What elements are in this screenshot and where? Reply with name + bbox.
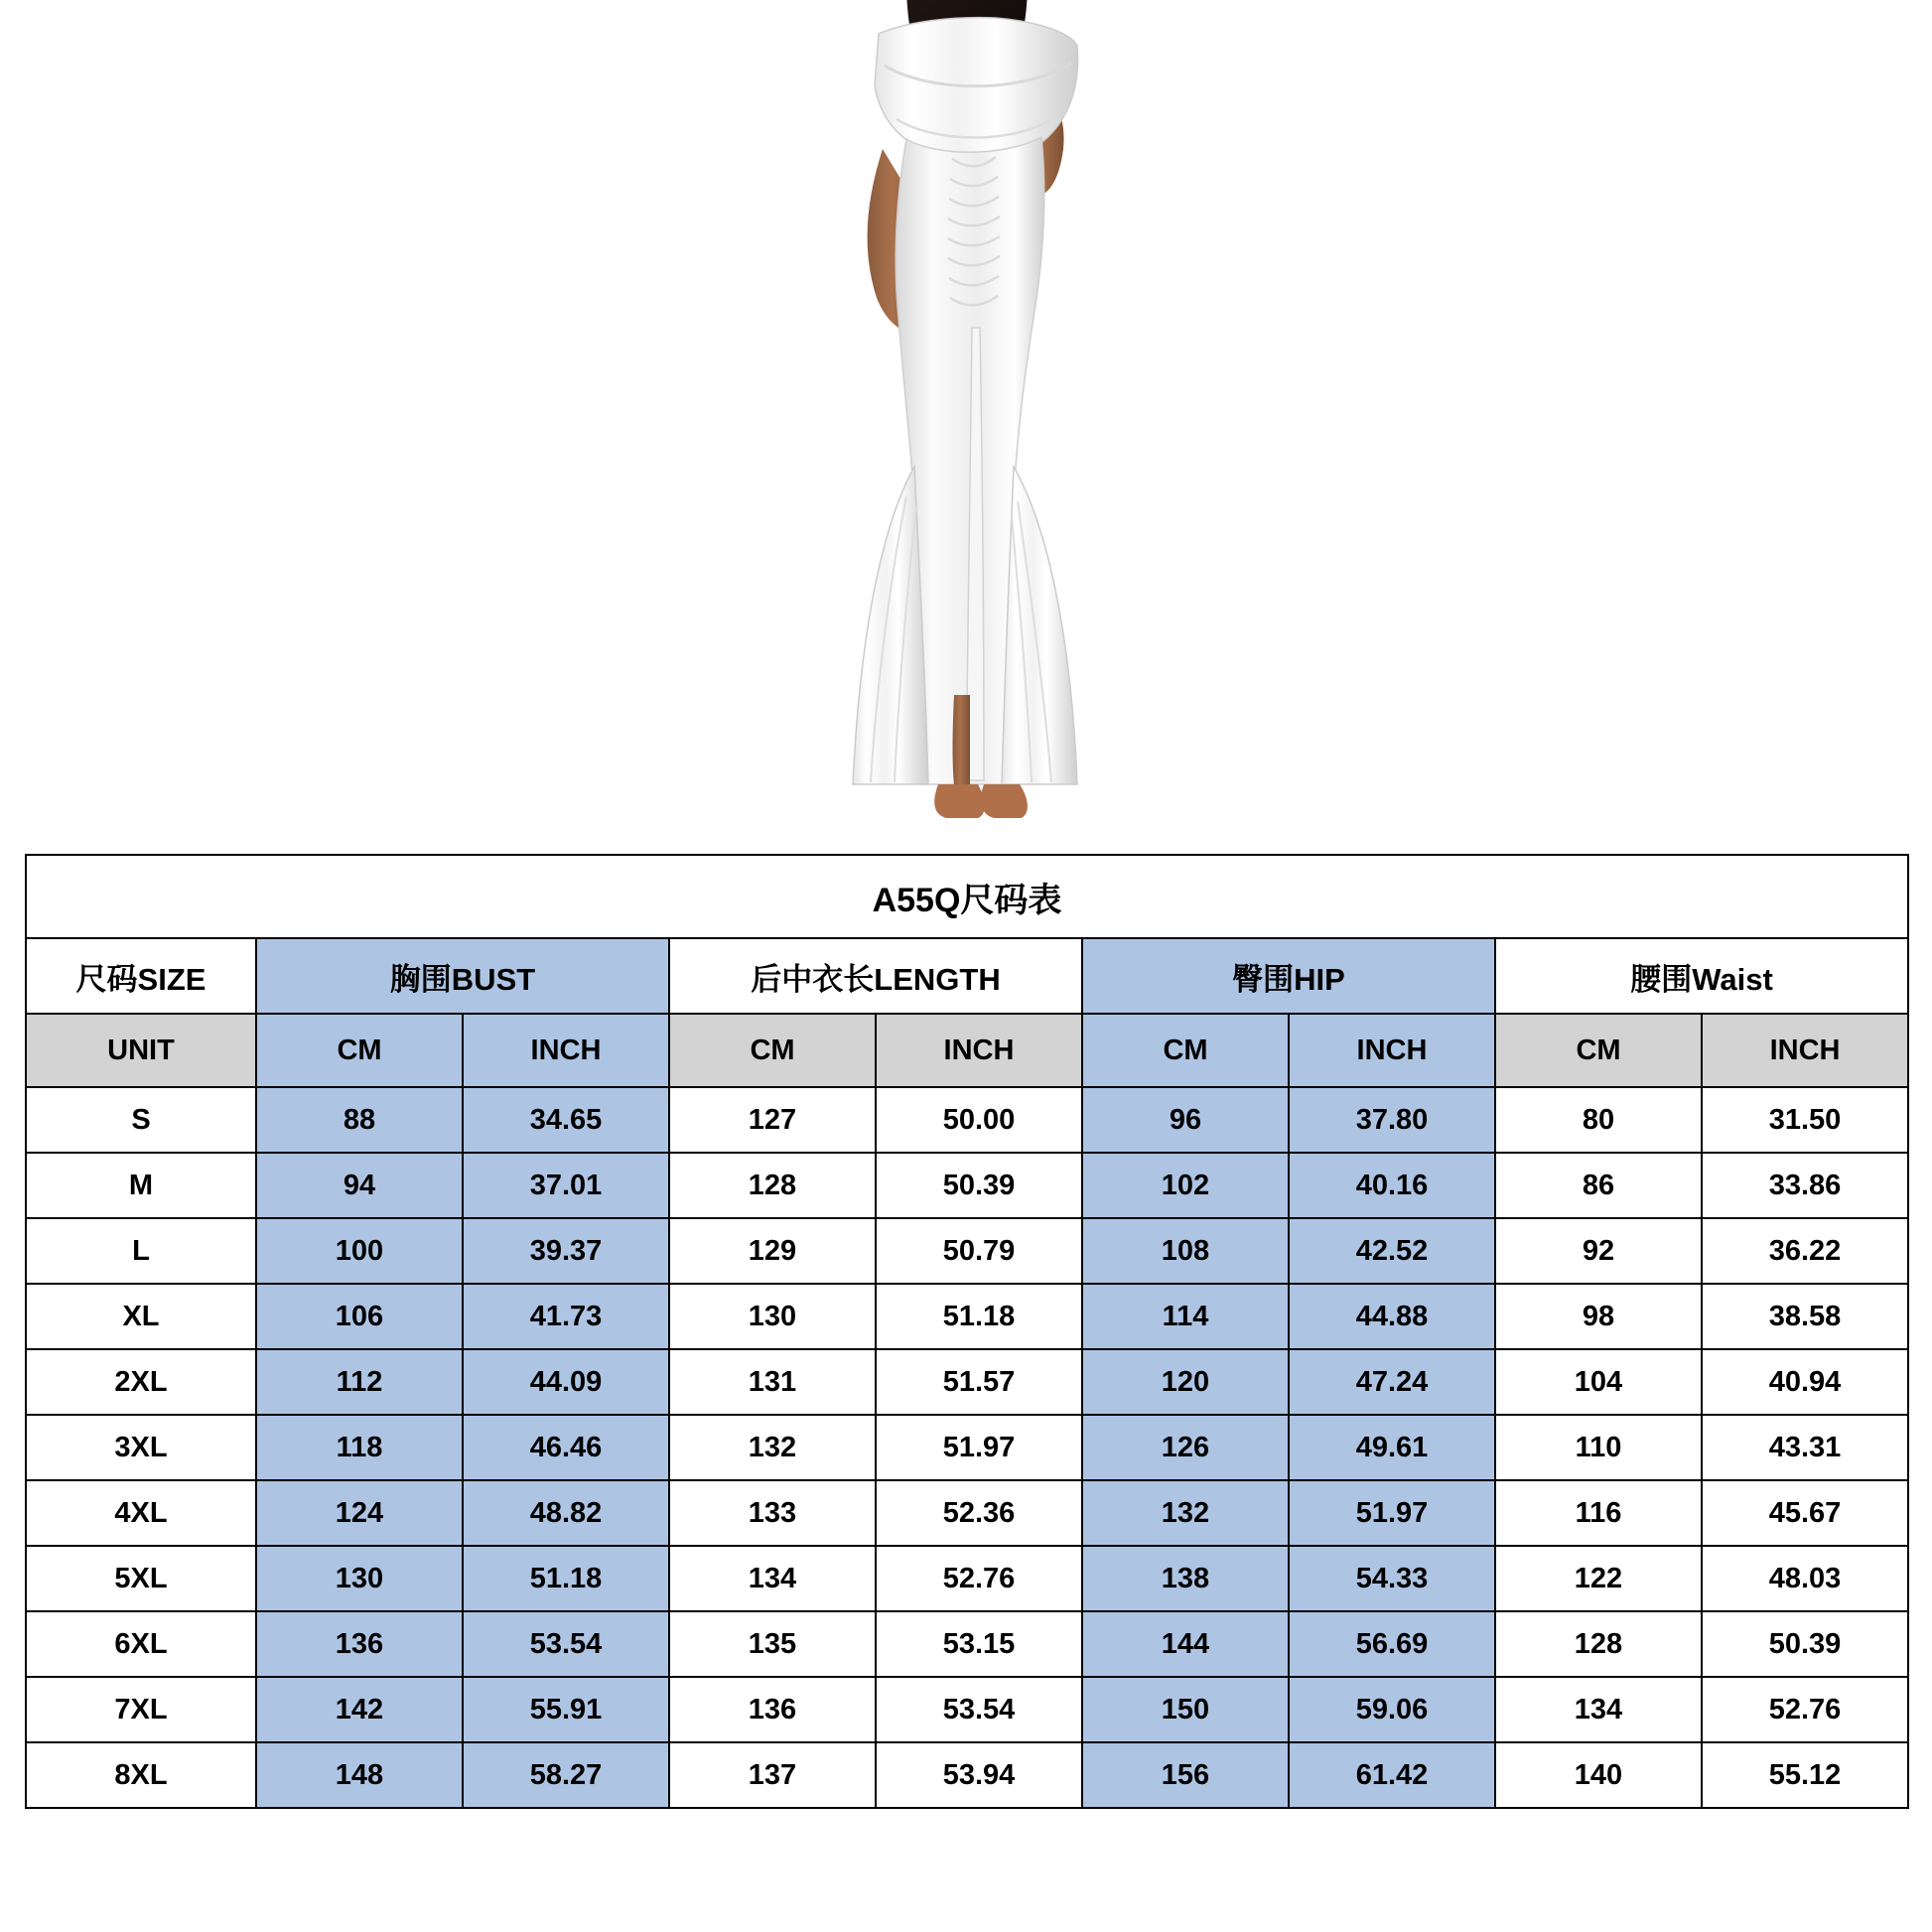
cell-size: 3XL	[26, 1415, 256, 1480]
table-unit-row	[26, 1014, 1908, 1087]
cell-length-cm: 130	[669, 1284, 876, 1349]
cell-size: 7XL	[26, 1677, 256, 1742]
unit-bust-inch: INCH	[463, 1014, 669, 1087]
unit-hip-cm: CM	[1082, 1014, 1289, 1087]
cell-hip-inch: 59.06	[1289, 1677, 1495, 1742]
cell-waist-inch: 43.31	[1702, 1415, 1908, 1480]
cell-length-inch: 51.97	[876, 1415, 1082, 1480]
cell-length-cm: 135	[669, 1611, 876, 1677]
cell-hip-inch: 47.24	[1289, 1349, 1495, 1415]
cell-bust-inch: 46.46	[463, 1415, 669, 1480]
table-row	[26, 1546, 1908, 1611]
cell-waist-inch: 40.94	[1702, 1349, 1908, 1415]
cell-size: 8XL	[26, 1742, 256, 1808]
cell-hip-inch: 49.61	[1289, 1415, 1495, 1480]
cell-bust-inch: 55.91	[463, 1677, 669, 1742]
table-row	[26, 1087, 1908, 1153]
table-row	[26, 1480, 1908, 1546]
cell-bust-cm: 88	[256, 1087, 463, 1153]
unit-hip-inch: INCH	[1289, 1014, 1495, 1087]
cell-size: L	[26, 1218, 256, 1284]
cell-hip-cm: 114	[1082, 1284, 1289, 1349]
cell-hip-cm: 138	[1082, 1546, 1289, 1611]
cell-bust-inch: 44.09	[463, 1349, 669, 1415]
cell-bust-inch: 48.82	[463, 1480, 669, 1546]
cell-size: XL	[26, 1284, 256, 1349]
cell-waist-inch: 48.03	[1702, 1546, 1908, 1611]
cell-hip-cm: 120	[1082, 1349, 1289, 1415]
cell-size: 5XL	[26, 1546, 256, 1611]
cell-bust-cm: 100	[256, 1218, 463, 1284]
cell-waist-inch: 50.39	[1702, 1611, 1908, 1677]
cell-length-inch: 51.18	[876, 1284, 1082, 1349]
cell-hip-cm: 108	[1082, 1218, 1289, 1284]
cell-waist-cm: 86	[1495, 1153, 1702, 1218]
cell-length-inch: 50.79	[876, 1218, 1082, 1284]
cell-length-inch: 50.00	[876, 1087, 1082, 1153]
cell-waist-cm: 128	[1495, 1611, 1702, 1677]
cell-waist-cm: 104	[1495, 1349, 1702, 1415]
header-hip: 臀围HIP	[1082, 938, 1495, 1014]
unit-waist-cm: CM	[1495, 1014, 1702, 1087]
cell-bust-cm: 136	[256, 1611, 463, 1677]
header-waist: 腰围Waist	[1495, 938, 1908, 1014]
cell-size: 6XL	[26, 1611, 256, 1677]
cell-waist-inch: 45.67	[1702, 1480, 1908, 1546]
cell-length-cm: 133	[669, 1480, 876, 1546]
cell-bust-cm: 148	[256, 1742, 463, 1808]
cell-hip-inch: 56.69	[1289, 1611, 1495, 1677]
cell-waist-cm: 116	[1495, 1480, 1702, 1546]
table-row	[26, 1218, 1908, 1284]
cell-hip-cm: 126	[1082, 1415, 1289, 1480]
cell-bust-cm: 142	[256, 1677, 463, 1742]
cell-bust-cm: 130	[256, 1546, 463, 1611]
unit-label: UNIT	[26, 1014, 256, 1087]
table-title-row	[26, 855, 1908, 938]
cell-hip-inch: 61.42	[1289, 1742, 1495, 1808]
cell-waist-cm: 98	[1495, 1284, 1702, 1349]
table-row	[26, 1677, 1908, 1742]
skirt-flare-right	[1002, 467, 1077, 784]
cell-waist-inch: 55.12	[1702, 1742, 1908, 1808]
cell-bust-inch: 41.73	[463, 1284, 669, 1349]
table-row	[26, 1415, 1908, 1480]
cell-hip-inch: 40.16	[1289, 1153, 1495, 1218]
cell-hip-inch: 54.33	[1289, 1546, 1495, 1611]
unit-bust-cm: CM	[256, 1014, 463, 1087]
cell-length-inch: 53.94	[876, 1742, 1082, 1808]
size-chart-table-wrapper	[25, 854, 1907, 1809]
cell-size: 2XL	[26, 1349, 256, 1415]
cell-bust-cm: 112	[256, 1349, 463, 1415]
cell-waist-cm: 80	[1495, 1087, 1702, 1153]
cell-bust-inch: 51.18	[463, 1546, 669, 1611]
unit-waist-inch: INCH	[1702, 1014, 1908, 1087]
shoe-right	[981, 784, 1028, 818]
table-row	[26, 1742, 1908, 1808]
leg	[953, 695, 971, 786]
skirt-flare-left	[853, 467, 928, 784]
cell-bust-inch: 37.01	[463, 1153, 669, 1218]
cell-size: M	[26, 1153, 256, 1218]
table-row	[26, 1153, 1908, 1218]
cell-hip-cm: 144	[1082, 1611, 1289, 1677]
cell-bust-cm: 118	[256, 1415, 463, 1480]
table-row	[26, 1611, 1908, 1677]
cell-length-inch: 53.15	[876, 1611, 1082, 1677]
cell-waist-inch: 38.58	[1702, 1284, 1908, 1349]
cell-size: 4XL	[26, 1480, 256, 1546]
unit-length-inch: INCH	[876, 1014, 1082, 1087]
table-row	[26, 1284, 1908, 1349]
cell-length-cm: 129	[669, 1218, 876, 1284]
cell-length-cm: 136	[669, 1677, 876, 1742]
model-illustration	[758, 0, 1174, 849]
cell-length-cm: 131	[669, 1349, 876, 1415]
cell-hip-cm: 156	[1082, 1742, 1289, 1808]
header-length: 后中衣长LENGTH	[669, 938, 1082, 1014]
cell-hip-cm: 150	[1082, 1677, 1289, 1742]
cell-length-inch: 52.36	[876, 1480, 1082, 1546]
cell-length-cm: 128	[669, 1153, 876, 1218]
cell-hip-cm: 132	[1082, 1480, 1289, 1546]
cell-length-cm: 137	[669, 1742, 876, 1808]
cell-waist-cm: 140	[1495, 1742, 1702, 1808]
cell-bust-cm: 124	[256, 1480, 463, 1546]
cell-bust-inch: 34.65	[463, 1087, 669, 1153]
cell-waist-cm: 134	[1495, 1677, 1702, 1742]
unit-length-cm: CM	[669, 1014, 876, 1087]
cell-size: S	[26, 1087, 256, 1153]
shoe-left	[934, 784, 985, 818]
cell-waist-inch: 31.50	[1702, 1087, 1908, 1153]
cell-length-inch: 52.76	[876, 1546, 1082, 1611]
cell-hip-cm: 96	[1082, 1087, 1289, 1153]
cell-waist-cm: 122	[1495, 1546, 1702, 1611]
cell-length-cm: 127	[669, 1087, 876, 1153]
cell-waist-cm: 92	[1495, 1218, 1702, 1284]
table-group-header-row	[26, 938, 1908, 1014]
cell-waist-inch: 52.76	[1702, 1677, 1908, 1742]
cell-waist-inch: 36.22	[1702, 1218, 1908, 1284]
cell-bust-cm: 94	[256, 1153, 463, 1218]
cell-waist-cm: 110	[1495, 1415, 1702, 1480]
cell-waist-inch: 33.86	[1702, 1153, 1908, 1218]
header-size: 尺码SIZE	[26, 938, 256, 1014]
header-bust: 胸围BUST	[256, 938, 669, 1014]
cell-length-inch: 51.57	[876, 1349, 1082, 1415]
cell-bust-inch: 39.37	[463, 1218, 669, 1284]
cell-bust-inch: 58.27	[463, 1742, 669, 1808]
cell-length-inch: 50.39	[876, 1153, 1082, 1218]
cell-length-cm: 134	[669, 1546, 876, 1611]
cell-hip-inch: 37.80	[1289, 1087, 1495, 1153]
cell-hip-inch: 51.97	[1289, 1480, 1495, 1546]
table-title: A55Q尺码表	[26, 855, 1908, 938]
table-row	[26, 1349, 1908, 1415]
size-chart-table	[25, 854, 1909, 1809]
product-photo	[0, 0, 1932, 849]
cell-length-inch: 53.54	[876, 1677, 1082, 1742]
cell-hip-inch: 42.52	[1289, 1218, 1495, 1284]
cell-hip-inch: 44.88	[1289, 1284, 1495, 1349]
cell-hip-cm: 102	[1082, 1153, 1289, 1218]
cell-bust-cm: 106	[256, 1284, 463, 1349]
cell-length-cm: 132	[669, 1415, 876, 1480]
cell-bust-inch: 53.54	[463, 1611, 669, 1677]
